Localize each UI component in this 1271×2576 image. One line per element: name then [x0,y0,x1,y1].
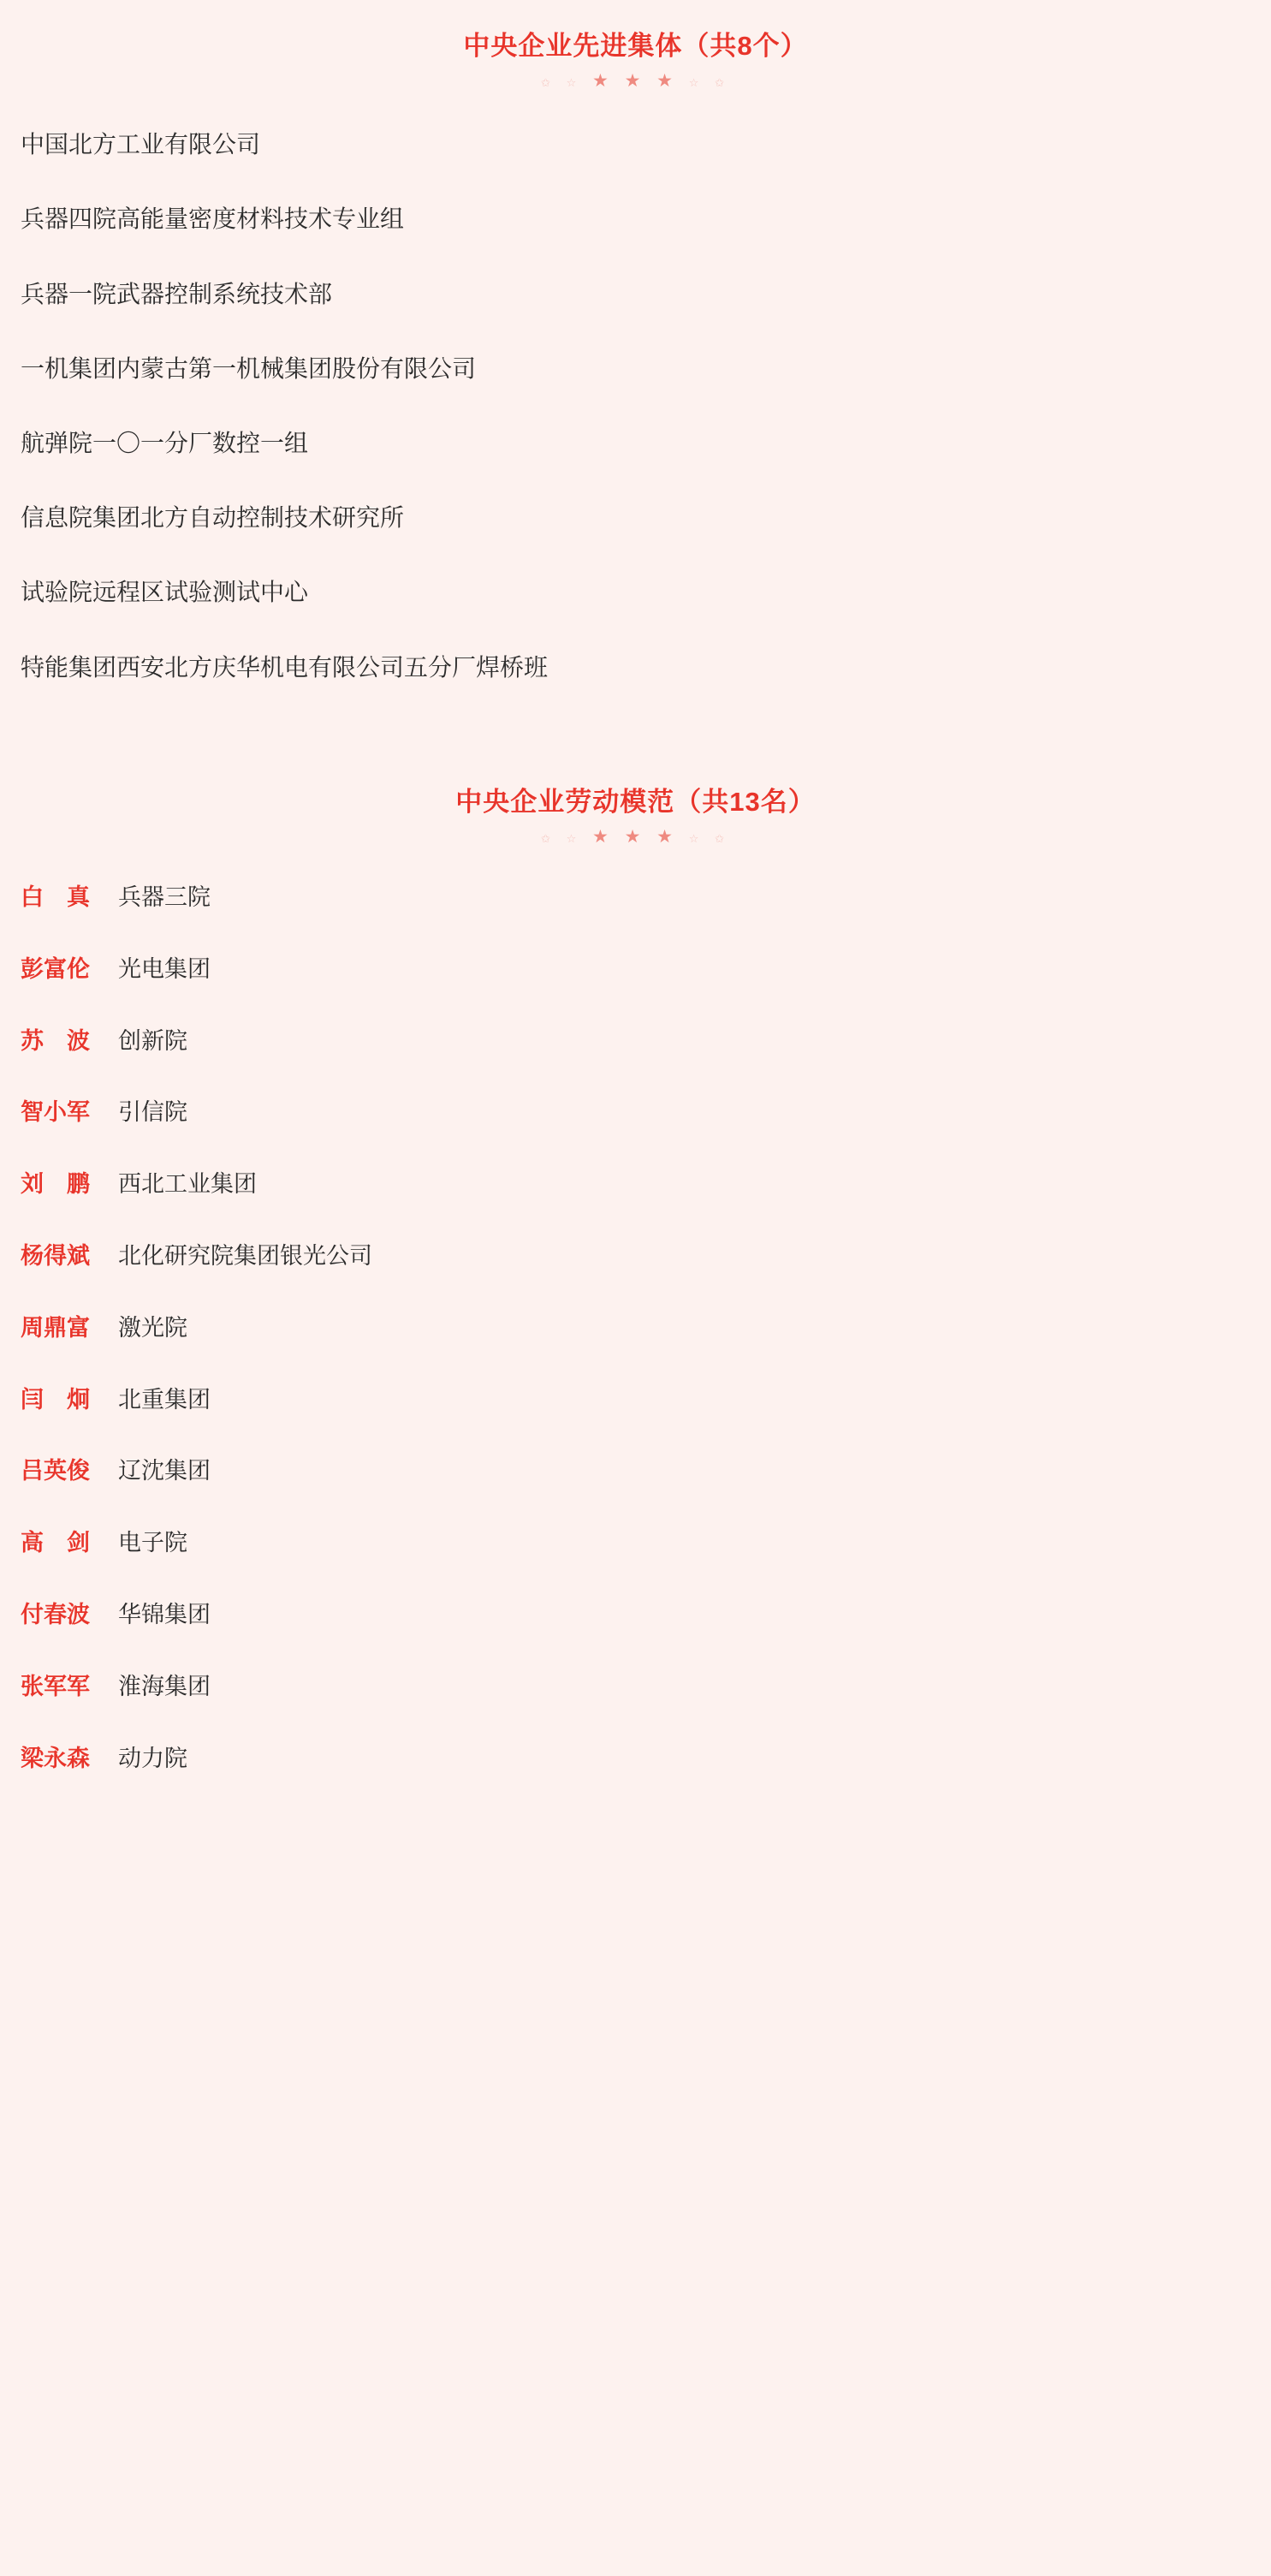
list-item [0,882,1271,914]
list-item [0,1599,1271,1632]
list-item: 兵器四院高能量密度材料技术专业组 [21,205,405,233]
person-org: 动力院 [118,1745,187,1771]
person-org: 创新院 [118,1027,187,1054]
person-org: 北化研究院集团银光公司 [118,1243,372,1270]
list-item: 一机集团内蒙古第一机械集团股份有限公司 [21,354,477,382]
list-item [0,1097,1271,1129]
section-title: 中央企业劳动模范（共13名） [455,786,816,817]
list-item: 航弹院一〇一分厂数控一组 [21,430,309,457]
list-item [0,954,1271,986]
person-name: 彭富伦 [21,955,90,982]
star-icon: ★ [656,71,679,92]
person-org: 辽沈集团 [118,1458,211,1484]
person-org: 兵器三院 [118,884,211,911]
list-item [0,1671,1271,1704]
person-org: 激光院 [118,1314,187,1341]
list-item [0,1240,1271,1273]
star-icon: ★ [656,827,679,848]
list-item [0,1743,1271,1776]
star-small-icon: ✩ [715,76,730,90]
star-icon: ★ [624,827,647,848]
person-name: 闫 炯 [21,1386,90,1413]
person-name: 刘 鹏 [21,1171,90,1198]
person-name: 高 剑 [21,1530,90,1556]
person-org: 西北工业集团 [118,1171,257,1198]
person-name: 杨得斌 [21,1243,90,1270]
person-org: 光电集团 [118,955,211,982]
list-item [0,1455,1271,1488]
star-icon: ★ [592,827,615,848]
person-org: 电子院 [118,1530,187,1556]
list-item: 试验院远程区试验测试中心 [21,579,309,606]
section-header-groups [0,0,1271,90]
star-small-icon: ✩ [540,832,556,846]
star-small-icon: ✩ [715,832,730,846]
person-org: 华锦集团 [118,1602,211,1628]
person-name: 付春波 [21,1602,90,1628]
list-item: 兵器一院武器控制系统技术部 [21,280,333,307]
star-divider [0,828,1271,846]
list-item [0,1384,1271,1417]
section-spacer [0,725,1271,756]
person-name: 周鼎富 [21,1314,90,1341]
list-item [0,1169,1271,1201]
star-small-icon: ☆ [688,76,705,90]
section-header-people [0,756,1271,846]
list-item [0,1026,1271,1058]
list-item: 信息院集团北方自动控制技术研究所 [21,504,405,532]
person-org: 淮海集团 [118,1673,211,1699]
person-org: 引信院 [118,1099,187,1126]
person-org: 北重集团 [118,1386,211,1413]
section-title: 中央企业先进集体（共8个） [463,31,808,61]
person-list [0,882,1271,1775]
star-icon: ★ [592,71,615,92]
person-name: 智小军 [21,1099,90,1126]
list-item: 特能集团西安北方庆华机电有限公司五分厂焊桥班 [21,653,549,681]
star-small-icon: ☆ [566,76,583,90]
star-small-icon: ☆ [566,832,583,846]
list-item [0,1527,1271,1560]
person-name: 白 真 [21,884,90,911]
person-name: 吕英俊 [21,1458,90,1484]
person-name: 张军军 [21,1673,90,1699]
star-small-icon: ✩ [540,76,556,90]
group-list [0,128,1271,684]
person-name: 苏 波 [21,1027,90,1054]
star-small-icon: ☆ [688,832,705,846]
star-icon: ★ [624,71,647,92]
list-item: 中国北方工业有限公司 [21,131,261,158]
person-name: 梁永森 [21,1745,90,1771]
list-item [0,1312,1271,1345]
star-divider [0,72,1271,90]
